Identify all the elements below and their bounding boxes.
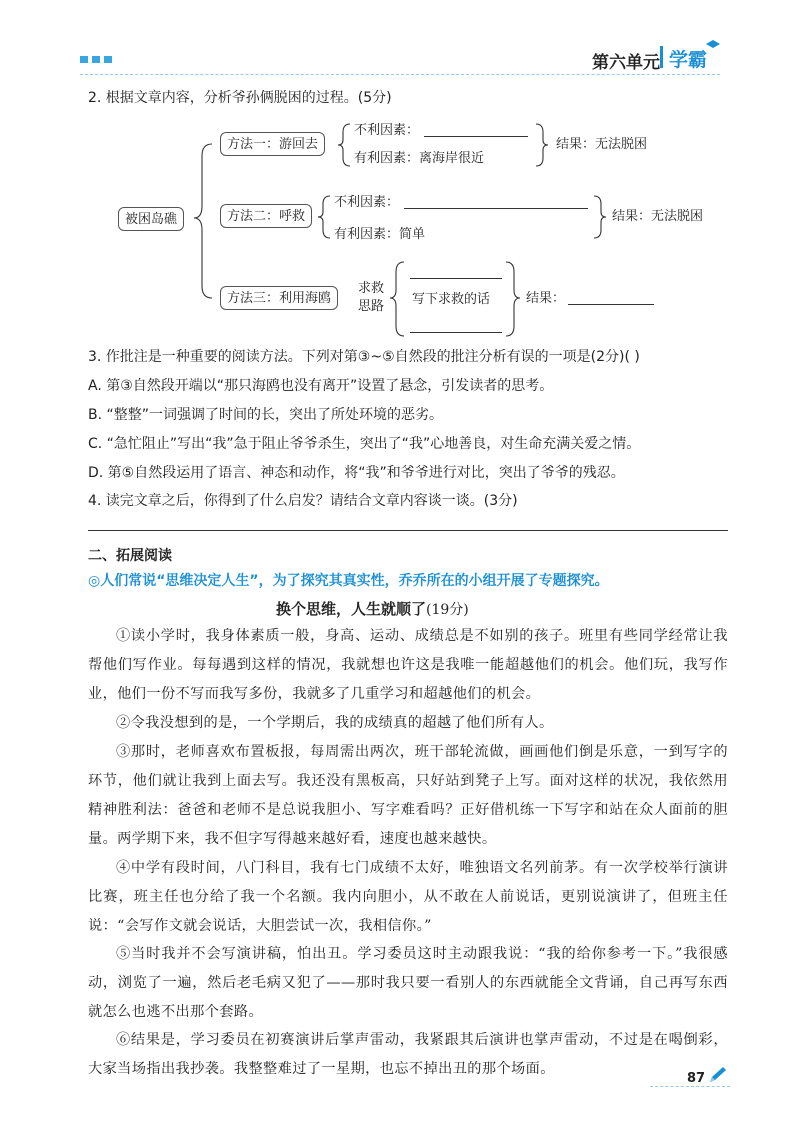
root-node: 被困岛礁: [118, 207, 184, 231]
method-1-result: 结果：无法脱困: [556, 137, 648, 152]
section-intro: ◎人们常说“思维决定人生”，为了探究其真实性，乔乔所在的小组开展了专题探究。: [88, 573, 609, 589]
option-c[interactable]: C. “急忙阻止”写出“我”急于阻止爷爷杀生，突出了“我”心地善良，对生命充满关爱之情。: [88, 436, 641, 452]
method-2-node: 方法二：呼救: [220, 204, 312, 228]
question-2: 2. 根据文章内容，分析爷孙俩脱困的过程。(5分): [88, 90, 392, 106]
method-3-blank-top[interactable]: [410, 278, 502, 279]
option-b[interactable]: B. “整整”一词强调了时间的长，突出了所处环境的恶劣。: [88, 407, 444, 423]
paragraph-1: ①读小学时，我身体素质一般，身高、运动、成绩总是不如别的孩子。班里有些同学经常让我帮他们写作业。每每遇到这样的情况，我就想也许这是我唯一能超越他们的机会。他们玩，我写作业，他们一份不写而我写多份，我就多了几重学习和超越他们的机会。: [88, 628, 728, 702]
method-3-blank-bottom[interactable]: [410, 332, 502, 333]
article-title-text: 换个思维，人生就顺了: [276, 600, 427, 618]
paragraph-2: ②令我没想到的是，一个学期后，我的成绩真的超越了他们所有人。: [116, 715, 554, 731]
method-3-idea-label-1: 求救: [358, 281, 385, 296]
method-2-favorable-label: 有利因素：简单: [334, 227, 426, 242]
method-1-node: 方法一：游回去: [220, 132, 325, 156]
method-3-inner-label: 写下求救的话: [412, 292, 491, 307]
method-3-result-blank[interactable]: [568, 304, 654, 305]
flow-braces: [0, 0, 800, 360]
article-title: [276, 598, 469, 619]
paragraph-3: ③那时，老师喜欢布置板报，每周需出两次，班干部轮流做，画画他们倒是乐意，一到写字的环节，他们就让我到上面去写。我还没有黑板高，只好站到凳子上写。面对这样的状况，我依然用精神胜利法：爸爸和老师不是总说我胆小、写字难看吗？正好借机练一下写字和站在众人面前的胆量。两学期下来，我不但字写得越来越好看，速度也越来越快。: [88, 744, 728, 847]
option-a[interactable]: A. 第③自然段开端以“那只海鸥也没有离开”设置了悬念，引发读者的思考。: [88, 378, 554, 394]
method-2-unfavorable-blank[interactable]: [404, 208, 588, 209]
paragraph-4: ④中学有段时间，八门科目，我有七门成绩不太好，唯独语文名列前茅。有一次学校举行演讲比赛，班主任也分给了我一个名额。我内向胆小，从不敢在人前说话，更别说演讲了，但班主任说：“会写作文就会说话，大胆尝试一次，我相信你。”: [88, 860, 728, 934]
method-1-unfavorable-label: 不利因素：: [354, 123, 420, 138]
method-3-node: 方法三：利用海鸥: [220, 286, 338, 310]
method-3-result: 结果：: [526, 291, 566, 306]
page-number: 87: [687, 1071, 706, 1086]
method-2-unfavorable-label: 不利因素：: [334, 195, 400, 210]
option-d[interactable]: D. 第⑤自然段运用了语言、神态和动作，将“我”和爷爷进行对比，突出了爷爷的残忍。: [88, 465, 625, 481]
method-2-result: 结果：无法脱困: [612, 209, 704, 224]
question-3: 3. 作批注是一种重要的阅读方法。下列对第③~⑤自然段的批注分析有误的一项是(2分)( ): [88, 349, 640, 365]
brand-logo: 学霸: [669, 49, 708, 71]
pencil-icon: [708, 1066, 728, 1084]
method-3-idea-label-2: 思路: [358, 299, 385, 314]
method-1-unfavorable-blank[interactable]: [424, 136, 528, 137]
footer-divider: [650, 1086, 730, 1087]
paragraph-6: ⑥结果是，学习委员在初赛演讲后掌声雷动，我紧跟其后演讲也掌声雷动，不过是在喝倒彩，大家当场指出我抄袭。我整整难过了一星期，也忘不掉出丑的那个场面。: [88, 1032, 728, 1077]
article-score: (19分): [426, 602, 469, 618]
section-title: 二、拓展阅读: [88, 548, 172, 564]
method-1-favorable-label: 有利因素：离海岸很近: [354, 151, 485, 166]
unit-title: 第六单元: [592, 53, 660, 73]
paragraph-5: ⑤当时我并不会写演讲稿，怕出丑。学习委员这时主动跟我说：“我的给你参考一下。”我很感动，浏览了一遍，然后老毛病又犯了——那时我只要一看别人的东西就能全文背诵，自己再写东西就怎么也逃不出那个套路。: [88, 946, 728, 1020]
question-4: 4. 读完文章之后，你得到了什么启发？请结合文章内容谈一谈。(3分): [88, 493, 518, 509]
answer-line[interactable]: [88, 530, 728, 531]
